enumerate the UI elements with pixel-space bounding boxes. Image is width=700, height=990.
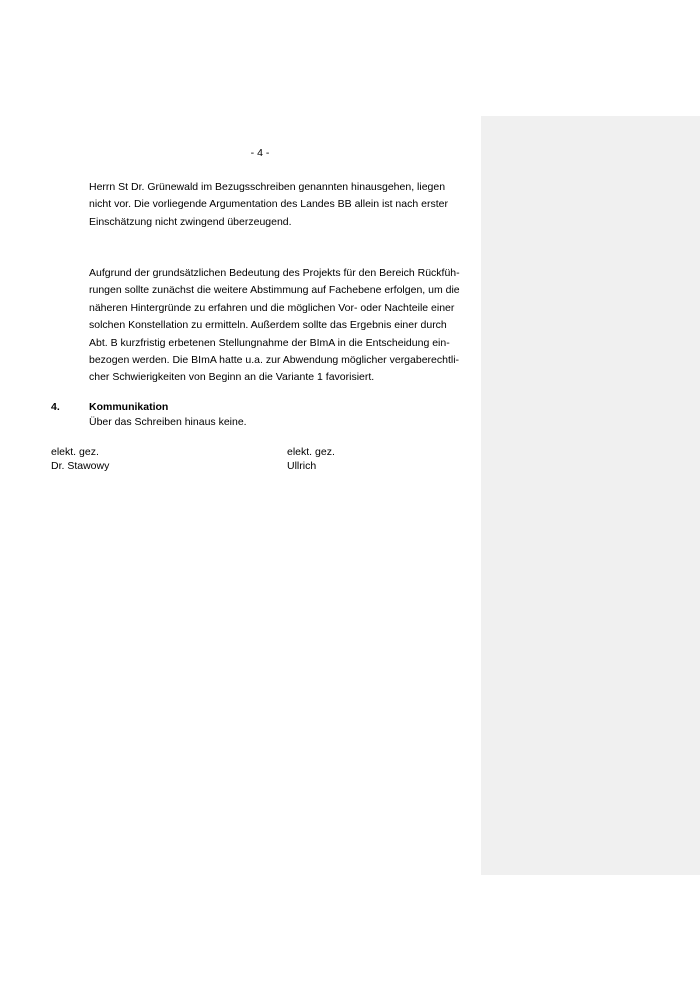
page-number: - 4 - [250,147,270,159]
section-number: 4. [51,401,60,413]
section-title: Kommunikation [89,401,169,413]
paragraph-line: cher Schwierigkeiten von Beginn an die Variante 1 favorisiert. [89,371,375,384]
signature-name: Dr. Stawowy [51,460,110,472]
signature-note: elekt. gez. [287,446,335,458]
paragraph-line: Einschätzung nicht zwingend überzeugend. [89,215,292,228]
section-body: Über das Schreiben hinaus keine. [89,416,247,428]
paragraph-line: Herrn St Dr. Grünewald im Bezugsschreiben genannten hinausgehen, liegen [89,181,446,193]
paragraph-line: Aufgrund der grundsätzlichen Bedeutung des Projekts für den Bereich Rückfüh- [89,267,460,279]
paragraph-line: nicht vor. Die vorliegende Argumentation des Landes BB allein ist nach erster [89,198,448,211]
paragraph-line: bezogen werden. Die BImA hatte u.a. zur Abwendung möglicher vergaberechtli- [89,354,460,367]
signature-note: elekt. gez. [51,446,99,458]
paragraph-line: rungen sollte zunächst die weitere Abstimmung auf Fachebene erfolgen, um die [89,284,460,297]
paragraph [89,179,473,231]
signature-name: Ullrich [287,460,317,472]
paragraph [89,265,473,387]
paragraph-line: Abt. B kurzfristig erbetenen Stellungnahme der BImA in die Entscheidung ein- [89,336,450,349]
signature-right [287,445,335,473]
paragraph-line: solchen Konstellation zu ermitteln. Außerdem sollte das Ergebnis einer durch [89,319,447,332]
comment-margin-pane [481,116,700,875]
paragraph-line: näheren Hintergründe zu erfahren und die möglichen Vor- oder Nachteile einer [89,301,455,314]
signature-left [51,445,109,473]
